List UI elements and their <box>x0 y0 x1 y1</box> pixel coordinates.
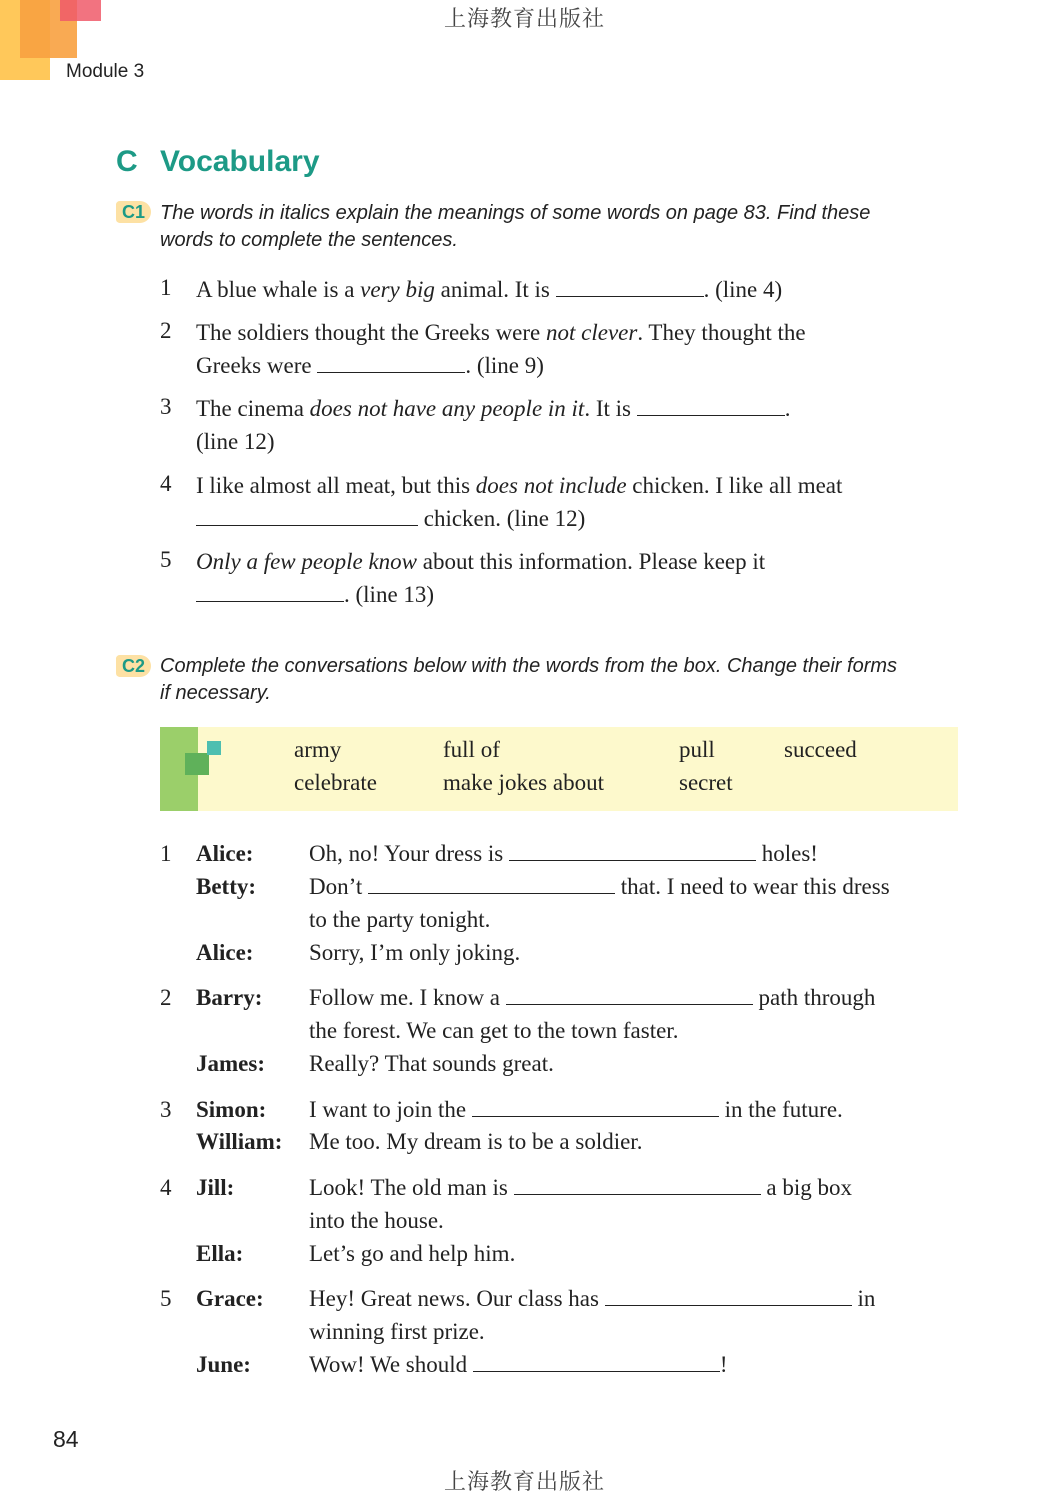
speaker-name: Alice: <box>196 841 254 866</box>
word-box-square <box>185 753 209 775</box>
dialogue-line: Sorry, I’m only joking. <box>309 940 521 965</box>
c1-badge: C1 <box>116 201 151 223</box>
word-box <box>160 727 958 811</box>
word-option: pull <box>679 737 715 762</box>
speaker-name: Betty: <box>196 874 257 899</box>
dialogue-line-continued: to the party tonight. <box>309 907 491 932</box>
section-name: Vocabulary <box>160 145 320 178</box>
page-number: 84 <box>53 1426 79 1452</box>
word-option: full of <box>443 737 500 762</box>
conversation-number: 3 <box>160 1097 172 1122</box>
dialogue-line: Me too. My dream is to be a soldier. <box>309 1129 643 1154</box>
c2-badge: C2 <box>116 655 151 677</box>
c1-item: I like almost all meat, but this does not include chicken. I like all meat chicken. (line 12) <box>196 473 843 531</box>
corner-square-pink <box>60 0 101 21</box>
c2-instruction <box>160 653 897 707</box>
module-label: Module 3 <box>66 61 145 82</box>
footer-publisher: 上海教育出版社 <box>444 1470 606 1495</box>
word-option: secret <box>679 770 733 795</box>
c1-item-number: 2 <box>160 318 172 343</box>
c1-item: A blue whale is a very big animal. It is . (line 4) <box>196 277 783 302</box>
speaker-name: Simon: <box>196 1097 267 1122</box>
speaker-name: Alice: <box>196 940 254 965</box>
dialogue-line-continued: the forest. We can get to the town faster. <box>309 1018 679 1043</box>
conversation-number: 4 <box>160 1175 172 1200</box>
c1-instruction-line2: words to complete the sentences. <box>160 229 458 251</box>
speaker-name: James: <box>196 1051 265 1076</box>
word-option: make jokes about <box>443 770 604 795</box>
speaker-name: Jill: <box>196 1175 235 1200</box>
c1-item-number: 4 <box>160 471 172 496</box>
word-option: army <box>294 737 342 762</box>
speaker-name: William: <box>196 1129 283 1154</box>
word-option: succeed <box>784 737 857 762</box>
answer-blank[interactable] <box>472 1098 719 1117</box>
conversation-number: 5 <box>160 1286 172 1311</box>
speaker-name: June: <box>196 1352 251 1377</box>
c1-item-number: 5 <box>160 547 172 572</box>
answer-blank[interactable] <box>196 583 344 602</box>
answer-blank[interactable] <box>473 1353 720 1372</box>
answer-blank[interactable] <box>317 354 465 373</box>
speaker-name: Ella: <box>196 1241 244 1266</box>
word-option: celebrate <box>294 770 377 795</box>
answer-blank[interactable] <box>509 842 756 861</box>
c1-instruction <box>160 200 870 254</box>
c1-item: The cinema does not have any people in it. It is . (line 12) <box>196 396 791 454</box>
dialogue-line-continued: into the house. <box>309 1208 444 1233</box>
speaker-name: Barry: <box>196 985 263 1010</box>
dialogue-line: Really? That sounds great. <box>309 1051 554 1076</box>
dialogue-line: Follow me. I know a path through <box>309 985 876 1010</box>
section-letter: C <box>116 145 138 178</box>
dialogue-line: Wow! We should ! <box>309 1352 728 1377</box>
speaker-name: Grace: <box>196 1286 264 1311</box>
answer-blank[interactable] <box>637 397 785 416</box>
dialogue-line: Don’t that. I need to wear this dress <box>309 874 890 899</box>
c1-item-number: 1 <box>160 275 172 300</box>
conversation-number: 1 <box>160 841 172 866</box>
word-box-square-small <box>207 741 221 755</box>
dialogue-line: I want to join the in the future. <box>309 1097 843 1122</box>
answer-blank[interactable] <box>556 278 704 297</box>
c1-item: Only a few people know about this information. Please keep it . (line 13) <box>196 549 766 607</box>
dialogue-line-continued: winning first prize. <box>309 1319 485 1344</box>
c1-item-number: 3 <box>160 394 172 419</box>
c2-instruction-line2: if necessary. <box>160 682 271 704</box>
conversation-number: 2 <box>160 985 172 1010</box>
dialogue-line: Hey! Great news. Our class has in <box>309 1286 876 1311</box>
dialogue-line: Let’s go and help him. <box>309 1241 516 1266</box>
dialogue-line: Oh, no! Your dress is holes! <box>309 841 818 866</box>
dialogue-line: Look! The old man is a big box <box>309 1175 852 1200</box>
section-title <box>116 145 320 179</box>
answer-blank[interactable] <box>196 507 418 526</box>
c2-instruction-line1: Complete the conversations below with the words from the box. Change their forms <box>160 655 898 677</box>
answer-blank[interactable] <box>514 1176 761 1195</box>
answer-blank[interactable] <box>605 1287 852 1306</box>
c1-item: The soldiers thought the Greeks were not clever. They thought the Greeks were . (line 9) <box>196 320 806 378</box>
header-publisher: 上海教育出版社 <box>444 7 606 32</box>
c1-instruction-line1: The words in italics explain the meanings of some words on page 83. Find these <box>160 202 871 224</box>
answer-blank[interactable] <box>506 986 753 1005</box>
answer-blank[interactable] <box>368 875 615 894</box>
